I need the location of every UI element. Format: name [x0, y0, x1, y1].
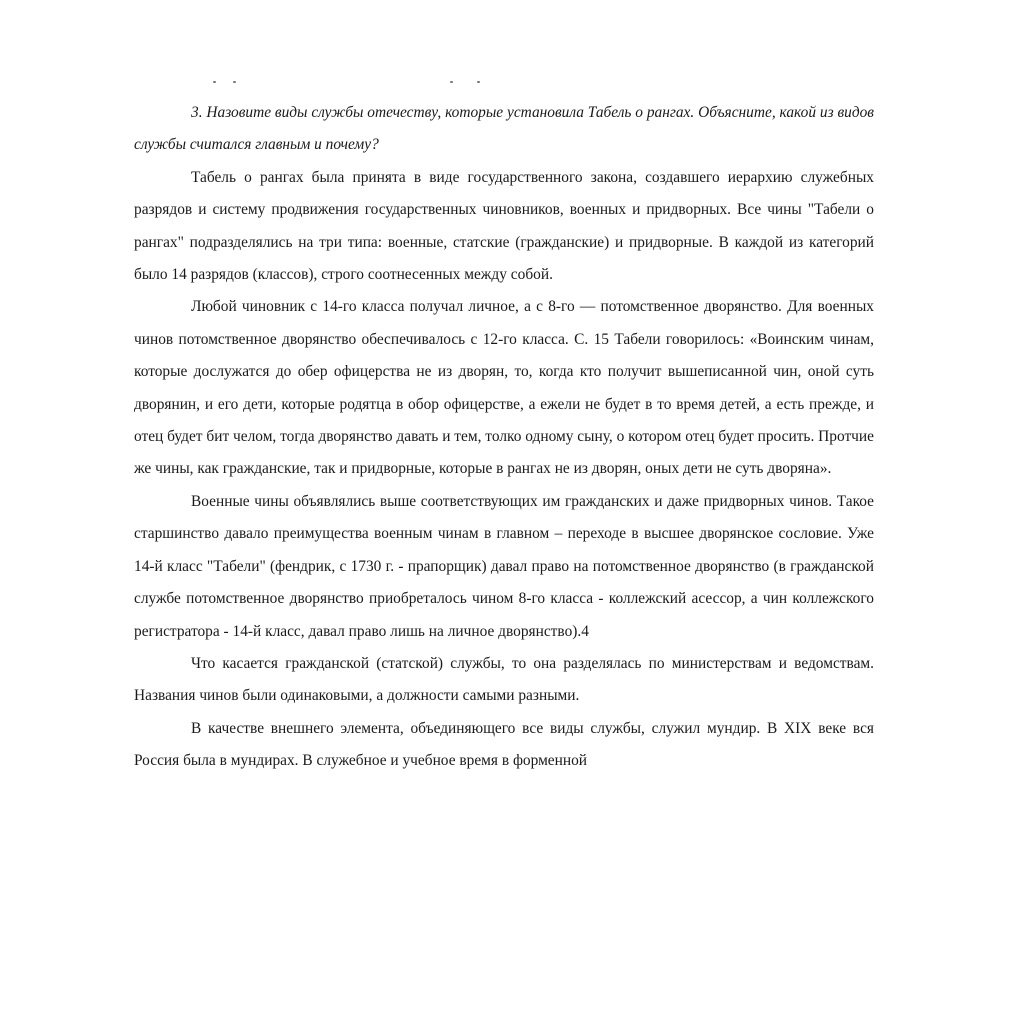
paragraph: Военные чины объявлялись выше соответствующих им гражданских и даже придворных чинов. Такое старшинство давало преимущества военным чинам в главном – переходе в высшее дворянское сословие. Уже 14-й класс "Табели" (фендрик, с 1730 г. - прапорщик) давал право на потомственное дворянство (в гражданской службе потомственное дворянство приобреталось чином 8-го класса - коллежский асессор, а чин коллежского регистратора - 14-й класс, давал право лишь на личное дворянство).4 — [134, 492, 874, 640]
paragraph: Любой чиновник с 14-го класса получал личное, а с 8-го — потомственное дворянство. Для военных чинов потомственное дворянство обеспечивалось с 12-го класса. С. 15 Табели говорилось: «Воинским чинам, которые дослужатся до обер офицерства не из дворян, то, когда кто получит вышеписанной чин, оной суть дворянин, и его дети, которые родятца в обор офицерстве, а ежели не будет в то время детей, а есть прежде, и отец будет бит челом, тогда дворянство давать и тем, толко одному сыну, о котором отец будет просить. Протчие же чины, как гражданские, так и придворные, которые в рангах не из дворян, оных дети не суть дворяна». — [134, 298, 874, 478]
document-page — [134, 0, 874, 1024]
paragraph: В качестве внешнего элемента, объединяющего все виды службы, служил мундир. В XIX веке вся Россия была в мундирах. В служебное и учебное время в форменной — [134, 719, 874, 770]
paragraph: Что касается гражданской (статской) службы, то она разделялась по министерствам и ведомствам. Названия чинов были одинаковыми, а должности самыми разными. — [134, 654, 874, 705]
question-heading: 3. Назовите виды службы отечеству, которые установила Табель о рангах. Объясните, какой из видов службы считался главным и почему? — [134, 104, 874, 154]
document-body — [134, 97, 874, 778]
cropped-previous-line — [134, 80, 874, 84]
paragraph: Табель о рангах была принята в виде государственного закона, создавшего иерархию служебных разрядов и систему продвижения государственных чиновников, военных и придворных. Все чины "Табели о рангах" подразделялись на три типа: военные, статские (гражданские) и придворные. В каждой из категорий было 14 разрядов (классов), строго соотнесенных между собой. — [134, 168, 874, 284]
